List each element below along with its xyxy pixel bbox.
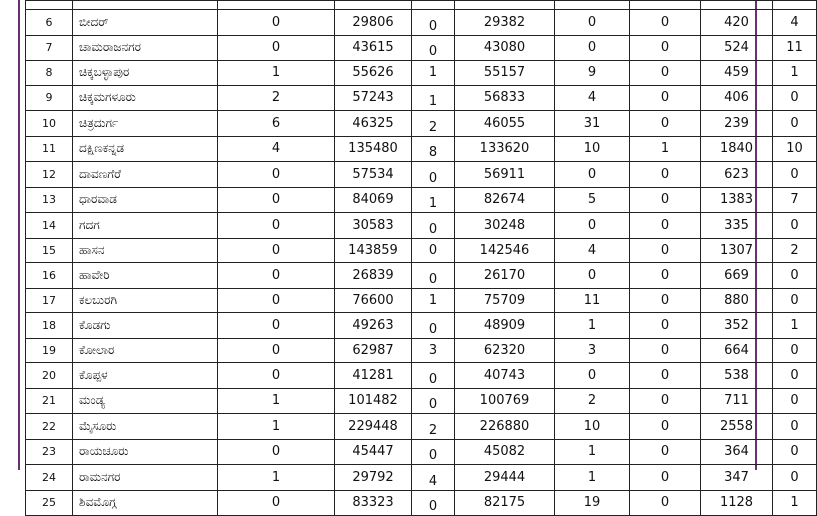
cell-c1: 4 (218, 136, 335, 162)
cell-c6: 0 (630, 363, 701, 389)
cell-c8: 0 (773, 338, 817, 363)
cell-district: ಹಾವೇರಿ (73, 263, 218, 289)
cell-district: ರಾಯಚೂರು (73, 439, 218, 465)
cell-district: ಕೊಡಗು (73, 313, 218, 339)
cell-c8: 2 (773, 238, 817, 263)
cell-c4: 82674 (455, 187, 555, 213)
cell-c7: 538 (701, 363, 773, 389)
table-row (26, 439, 817, 465)
cell-c2: 30583 (335, 213, 412, 239)
cell-c8: 0 (773, 414, 817, 440)
cell-c5: 1 (555, 465, 630, 491)
cell-c6: 0 (630, 238, 701, 263)
cell-c1: 6 (218, 111, 335, 137)
cell-c6: 0 (630, 414, 701, 440)
cell-c7: 352 (701, 313, 773, 339)
cell-sn: 23 (26, 439, 73, 465)
cell-c4: 29382 (455, 10, 555, 36)
table-row (26, 111, 817, 137)
cell-c8: 1 (773, 313, 817, 339)
cell-sn: 7 (26, 35, 73, 61)
table-row (26, 490, 817, 516)
cell-district: ಬೀದರ್ (73, 10, 218, 36)
cell-c3: 1 (412, 288, 455, 313)
cell-district: ಕೊಪ್ಪಳ (73, 363, 218, 389)
cell-c6: 0 (630, 111, 701, 137)
cell-sn: 8 (26, 61, 73, 86)
cell-c2: 29792 (335, 465, 412, 491)
cell-c8: 0 (773, 263, 817, 289)
cell-c5: 10 (555, 414, 630, 440)
cell-c1: 0 (218, 10, 335, 36)
cell-district: ಕೋಲಾರ (73, 338, 218, 363)
cell-c5: 0 (555, 35, 630, 61)
cell-c2: 49263 (335, 313, 412, 339)
cell-c6: 0 (630, 213, 701, 239)
cell-district: ಚಾಮರಾಜನಗರ (73, 35, 218, 61)
cell-c8: 0 (773, 288, 817, 313)
cell-c3: 0 (412, 238, 455, 263)
cell-c2: 101482 (335, 388, 412, 414)
cell-district: ಹಾಸನ (73, 238, 218, 263)
cell-c1: 0 (218, 35, 335, 61)
cell-district: ಮಂಡ್ಯ (73, 388, 218, 414)
cell-c5: 9 (555, 61, 630, 86)
cell-c3: 0 (412, 263, 455, 289)
cell-c1: 0 (218, 439, 335, 465)
table-row (26, 313, 817, 339)
cell-district: ದಾವಣಗೆರೆ (73, 162, 218, 188)
cell-district: ಮೈಸೂರು (73, 414, 218, 440)
cell-c7: 669 (701, 263, 773, 289)
cell-c2: 46325 (335, 111, 412, 137)
cell-c6: 0 (630, 263, 701, 289)
cell-c3: 0 (412, 213, 455, 239)
cell-c6: 0 (630, 313, 701, 339)
cell-sn: 18 (26, 313, 73, 339)
cell-sn: 13 (26, 187, 73, 213)
cell-c2: 229448 (335, 414, 412, 440)
cell-sn: 24 (26, 465, 73, 491)
cell-c6: 0 (630, 187, 701, 213)
cell-c4: 55157 (455, 61, 555, 86)
cell-c6: 0 (630, 288, 701, 313)
cell-district: ಗದಗ (73, 213, 218, 239)
cell-c7: 664 (701, 338, 773, 363)
cell-sn: 20 (26, 363, 73, 389)
cell-c6: 0 (630, 338, 701, 363)
table-row (26, 263, 817, 289)
cell-c6: 0 (630, 490, 701, 516)
cell-c4: 45082 (455, 439, 555, 465)
cell-c3: 0 (412, 439, 455, 465)
cell-c4: 29444 (455, 465, 555, 491)
cell-sn: 19 (26, 338, 73, 363)
cell-c4: 26170 (455, 263, 555, 289)
cell-district: ರಾಮನಗರ (73, 465, 218, 491)
cell-c6: 0 (630, 85, 701, 111)
cell-c8: 0 (773, 162, 817, 188)
cell-c4: 46055 (455, 111, 555, 137)
cell-c3: 0 (412, 162, 455, 188)
cell-c8: 0 (773, 111, 817, 137)
cell-c1: 0 (218, 490, 335, 516)
cell-c3: 0 (412, 35, 455, 61)
cell-c6: 0 (630, 465, 701, 491)
cell-c2: 62987 (335, 338, 412, 363)
cell-c4: 48909 (455, 313, 555, 339)
cell-c7: 406 (701, 85, 773, 111)
cell-c7: 239 (701, 111, 773, 137)
table-row (26, 136, 817, 162)
cell-c5: 0 (555, 10, 630, 36)
cell-c7: 364 (701, 439, 773, 465)
cell-c8: 0 (773, 363, 817, 389)
cell-sn: 12 (26, 162, 73, 188)
cell-c8: 11 (773, 35, 817, 61)
cell-c1: 0 (218, 338, 335, 363)
cell-c8: 1 (773, 61, 817, 86)
cell-c3: 0 (412, 490, 455, 516)
cell-c3: 2 (412, 414, 455, 440)
cell-c7: 1840 (701, 136, 773, 162)
cell-c3: 0 (412, 10, 455, 36)
cell-c5: 0 (555, 162, 630, 188)
cell-c2: 143859 (335, 238, 412, 263)
cell-c5: 3 (555, 338, 630, 363)
table-row (26, 338, 817, 363)
cell-c4: 142546 (455, 238, 555, 263)
cell-c7: 2558 (701, 414, 773, 440)
table-row (26, 465, 817, 491)
cell-c5: 4 (555, 238, 630, 263)
cell-c5: 5 (555, 187, 630, 213)
table-row (26, 363, 817, 389)
cell-c4: 82175 (455, 490, 555, 516)
cell-sn: 25 (26, 490, 73, 516)
cell-c7: 1128 (701, 490, 773, 516)
cell-c2: 26839 (335, 263, 412, 289)
cell-c7: 1307 (701, 238, 773, 263)
table-row (26, 162, 817, 188)
cell-c2: 29806 (335, 10, 412, 36)
cell-c4: 43080 (455, 35, 555, 61)
cell-c4: 56911 (455, 162, 555, 188)
cell-c3: 1 (412, 61, 455, 86)
cell-c3: 3 (412, 338, 455, 363)
cell-c5: 1 (555, 313, 630, 339)
cell-c3: 1 (412, 187, 455, 213)
cell-c4: 133620 (455, 136, 555, 162)
cell-c6: 1 (630, 136, 701, 162)
table-row (26, 414, 817, 440)
table-row (26, 238, 817, 263)
cell-district: ಚಿಕ್ಕಬಳ್ಳಾಪುರ (73, 61, 218, 86)
table-row (26, 85, 817, 111)
cell-district: ದಕ್ಷಿಣಕನ್ನಡ (73, 136, 218, 162)
cell-sn: 22 (26, 414, 73, 440)
cell-c5: 11 (555, 288, 630, 313)
cell-c8: 4 (773, 10, 817, 36)
cell-c4: 40743 (455, 363, 555, 389)
cell-sn: 17 (26, 288, 73, 313)
cell-district: ಕಲಬುರಗಿ (73, 288, 218, 313)
cell-c6: 0 (630, 162, 701, 188)
cell-c5: 31 (555, 111, 630, 137)
cell-c3: 2 (412, 111, 455, 137)
cell-c8: 10 (773, 136, 817, 162)
cell-c2: 83323 (335, 490, 412, 516)
cell-sn: 11 (26, 136, 73, 162)
cell-c4: 75709 (455, 288, 555, 313)
cell-c3: 0 (412, 363, 455, 389)
cell-c1: 0 (218, 213, 335, 239)
table-row (26, 288, 817, 313)
cell-c6: 0 (630, 10, 701, 36)
cell-c2: 43615 (335, 35, 412, 61)
table-row (26, 213, 817, 239)
cell-c7: 711 (701, 388, 773, 414)
cell-c8: 0 (773, 439, 817, 465)
cell-c7: 420 (701, 10, 773, 36)
cell-c4: 226880 (455, 414, 555, 440)
cell-c3: 0 (412, 313, 455, 339)
cell-c6: 0 (630, 35, 701, 61)
cell-c5: 2 (555, 388, 630, 414)
cell-c1: 0 (218, 162, 335, 188)
cell-c1: 0 (218, 263, 335, 289)
cell-c7: 1383 (701, 187, 773, 213)
cell-c4: 100769 (455, 388, 555, 414)
cell-c1: 0 (218, 238, 335, 263)
cell-c4: 56833 (455, 85, 555, 111)
cell-district: ಚಿತ್ರದುರ್ಗ (73, 111, 218, 137)
cell-c4: 30248 (455, 213, 555, 239)
cell-c8: 0 (773, 465, 817, 491)
cell-c1: 1 (218, 465, 335, 491)
table-row (26, 61, 817, 86)
cell-c1: 0 (218, 363, 335, 389)
cell-c6: 0 (630, 61, 701, 86)
cell-sn: 15 (26, 238, 73, 263)
cell-c1: 0 (218, 288, 335, 313)
cell-c5: 0 (555, 363, 630, 389)
table-row (26, 35, 817, 61)
district-table (25, 0, 817, 516)
cell-c1: 1 (218, 61, 335, 86)
cell-c5: 0 (555, 263, 630, 289)
cell-c1: 2 (218, 85, 335, 111)
cell-c3: 0 (412, 388, 455, 414)
cell-c3: 4 (412, 465, 455, 491)
cell-c2: 45447 (335, 439, 412, 465)
cell-c2: 84069 (335, 187, 412, 213)
cell-c1: 1 (218, 414, 335, 440)
cell-c5: 19 (555, 490, 630, 516)
table-row-top (26, 1, 817, 10)
table-row (26, 10, 817, 36)
cell-c7: 524 (701, 35, 773, 61)
table-row (26, 388, 817, 414)
cell-c8: 0 (773, 213, 817, 239)
cell-c1: 0 (218, 187, 335, 213)
cell-sn: 14 (26, 213, 73, 239)
cell-c4: 62320 (455, 338, 555, 363)
cell-sn: 21 (26, 388, 73, 414)
cell-c5: 4 (555, 85, 630, 111)
cell-sn: 16 (26, 263, 73, 289)
cell-c5: 10 (555, 136, 630, 162)
cell-c1: 0 (218, 313, 335, 339)
cell-c7: 623 (701, 162, 773, 188)
cell-c2: 76600 (335, 288, 412, 313)
cell-district: ಧಾರವಾಡ (73, 187, 218, 213)
cell-c5: 0 (555, 213, 630, 239)
cell-c7: 335 (701, 213, 773, 239)
cell-c2: 41281 (335, 363, 412, 389)
cell-c6: 0 (630, 388, 701, 414)
cell-c2: 135480 (335, 136, 412, 162)
cell-sn: 10 (26, 111, 73, 137)
cell-c2: 57534 (335, 162, 412, 188)
cell-c8: 0 (773, 388, 817, 414)
cell-c3: 1 (412, 85, 455, 111)
cell-c7: 459 (701, 61, 773, 86)
cell-c2: 57243 (335, 85, 412, 111)
cell-c6: 0 (630, 439, 701, 465)
cell-district: ಚಿಕ್ಕಮಗಳೂರು (73, 85, 218, 111)
cell-c8: 1 (773, 490, 817, 516)
table-row (26, 187, 817, 213)
cell-c5: 1 (555, 439, 630, 465)
cell-c7: 880 (701, 288, 773, 313)
cell-c2: 55626 (335, 61, 412, 86)
cell-c8: 7 (773, 187, 817, 213)
cell-c1: 1 (218, 388, 335, 414)
cell-c8: 0 (773, 85, 817, 111)
cell-sn: 9 (26, 85, 73, 111)
cell-c7: 347 (701, 465, 773, 491)
cell-c3: 8 (412, 136, 455, 162)
cell-district: ಶಿವಮೊಗ್ಗ (73, 490, 218, 516)
cell-sn: 6 (26, 10, 73, 36)
